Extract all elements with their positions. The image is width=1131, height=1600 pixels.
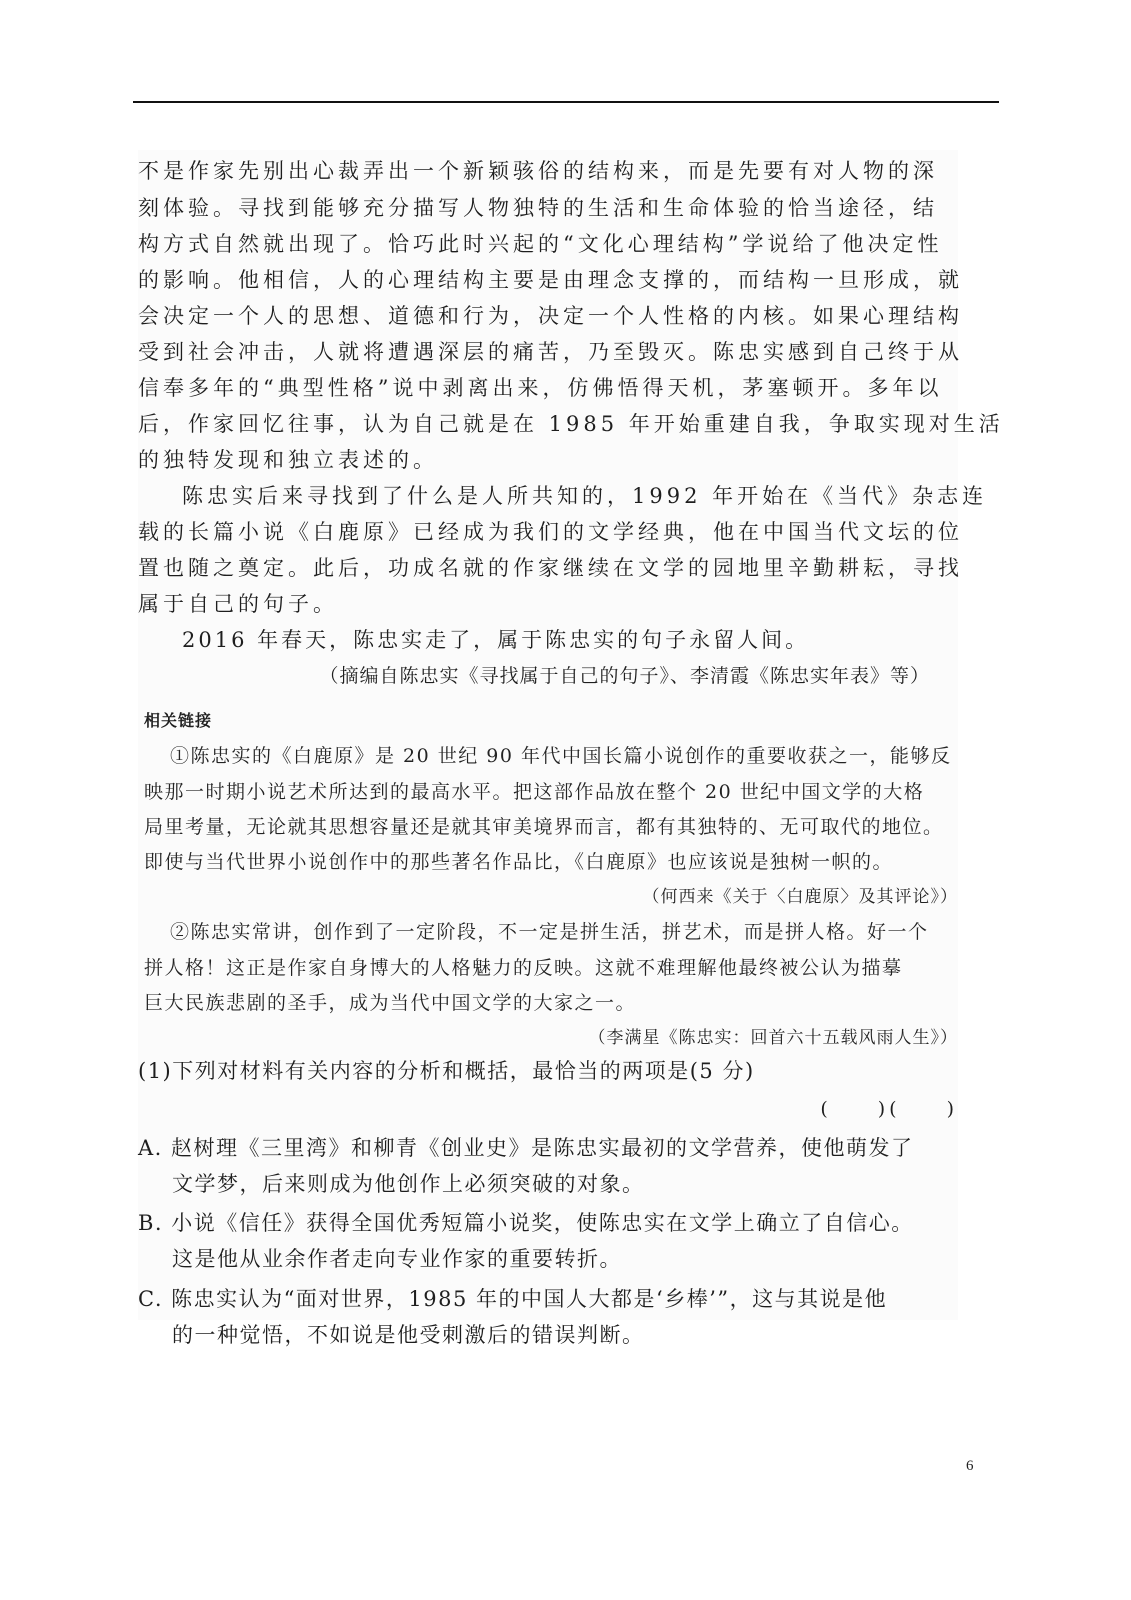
option-a-line: A. 赵树理《三里湾》和柳青《创业史》是陈忠实最初的文学营养，使他萌发了 <box>138 1136 914 1160</box>
option-a-line: 文学梦，后来则成为他创作上必须突破的对象。 <box>172 1172 645 1196</box>
related-item-2-line: 巨大民族悲剧的圣手，成为当代中国文学的大家之一。 <box>144 992 637 1014</box>
header-rule <box>133 101 999 103</box>
related-item-1-source: （何西来《关于〈白鹿原〉及其评论》） <box>642 887 958 907</box>
passage-line: 2016 年春天，陈忠实走了，属于陈忠实的句子永留人间。 <box>182 628 810 652</box>
related-item-1-line: 即使与当代世界小说创作中的那些著名作品比，《白鹿原》也应该说是独树一帜的。 <box>144 851 894 873</box>
passage-line: 的独特发现和独立表述的。 <box>138 448 438 472</box>
passage-line: 受到社会冲击，人就将遭遇深层的痛苦，乃至毁灭。陈忠实感到自己终于从 <box>138 340 963 364</box>
option-b-line: 这是他从业余作者走向专业作家的重要转折。 <box>172 1247 622 1271</box>
passage-line: 的影响。他相信，人的心理结构主要是由理念支撑的，而结构一旦形成，就 <box>138 268 963 292</box>
passage-source: （摘编自陈忠实《寻找属于自己的句子》、李清霞《陈忠实年表》等） <box>319 665 930 687</box>
option-b-line: B. 小说《信任》获得全国优秀短篇小说奖，使陈忠实在文学上确立了自信心。 <box>138 1211 914 1235</box>
related-item-2-line: ②陈忠实常讲，创作到了一定阶段，不一定是拼生活，拼艺术，而是拼人格。好一个 <box>170 921 929 943</box>
passage-line: 属于自己的句子。 <box>138 592 338 616</box>
question-stem: (1)下列对材料有关内容的分析和概括，最恰当的两项是(5 分) <box>138 1059 755 1083</box>
related-item-2-line: 拼人格！这正是作家自身博大的人格魅力的反映。这就不难理解他最终被公认为描摹 <box>144 957 903 979</box>
passage-line: 刻体验。寻找到能够充分描写人物独特的生活和生命体验的恰当途径，结 <box>138 196 938 220</box>
option-c-line: 的一种觉悟，不如说是他受刺激后的错误判断。 <box>172 1323 645 1347</box>
related-item-1-line: 映那一时期小说艺术所达到的最高水平。把这部作品放在整个 20 世纪中国文学的大格 <box>144 781 925 803</box>
option-c-line: C. 陈忠实认为“面对世界，1985 年的中国人大都是‘乡棒’”，这与其说是他 <box>138 1287 888 1311</box>
passage-line: 后，作家回忆往事，认为自己就是在 1985 年开始重建自我，争取实现对生活 <box>138 412 1004 436</box>
passage-line: 会决定一个人的思想、道德和行为，决定一个人性格的内核。如果心理结构 <box>138 304 963 328</box>
passage-line: 构方式自然就出现了。恰巧此时兴起的“文化心理结构”学说给了他决定性 <box>138 232 943 256</box>
passage-line: 置也随之奠定。此后，功成名就的作家继续在文学的园地里辛勤耕耘，寻找 <box>138 556 963 580</box>
passage-line: 不是作家先别出心裁弄出一个新颖骇俗的结构来，而是先要有对人物的深 <box>138 159 938 183</box>
related-item-1-line: ①陈忠实的《白鹿原》是 20 世纪 90 年代中国长篇小说创作的重要收获之一，能够反 <box>170 745 952 767</box>
answer-blanks: ( )( ) <box>820 1098 958 1120</box>
passage-line: 陈忠实后来寻找到了什么是人所共知的，1992 年开始在《当代》杂志连 <box>182 484 988 508</box>
passage-line: 载的长篇小说《白鹿原》已经成为我们的文学经典，他在中国当代文坛的位 <box>138 520 963 544</box>
related-item-1-line: 局里考量，无论就其思想容量还是就其审美境界而言，都有其独特的、无可取代的地位。 <box>144 816 944 838</box>
related-item-2-source: （李满星《陈忠实：回首六十五载风雨人生》） <box>588 1028 958 1048</box>
passage-line: 信奉多年的“典型性格”说中剥离出来，仿佛悟得天机，茅塞顿开。多年以 <box>138 376 943 400</box>
page-number: 6 <box>966 1458 974 1474</box>
scanned-page-body <box>138 150 1004 1347</box>
related-heading: 相关链接 <box>144 711 213 730</box>
